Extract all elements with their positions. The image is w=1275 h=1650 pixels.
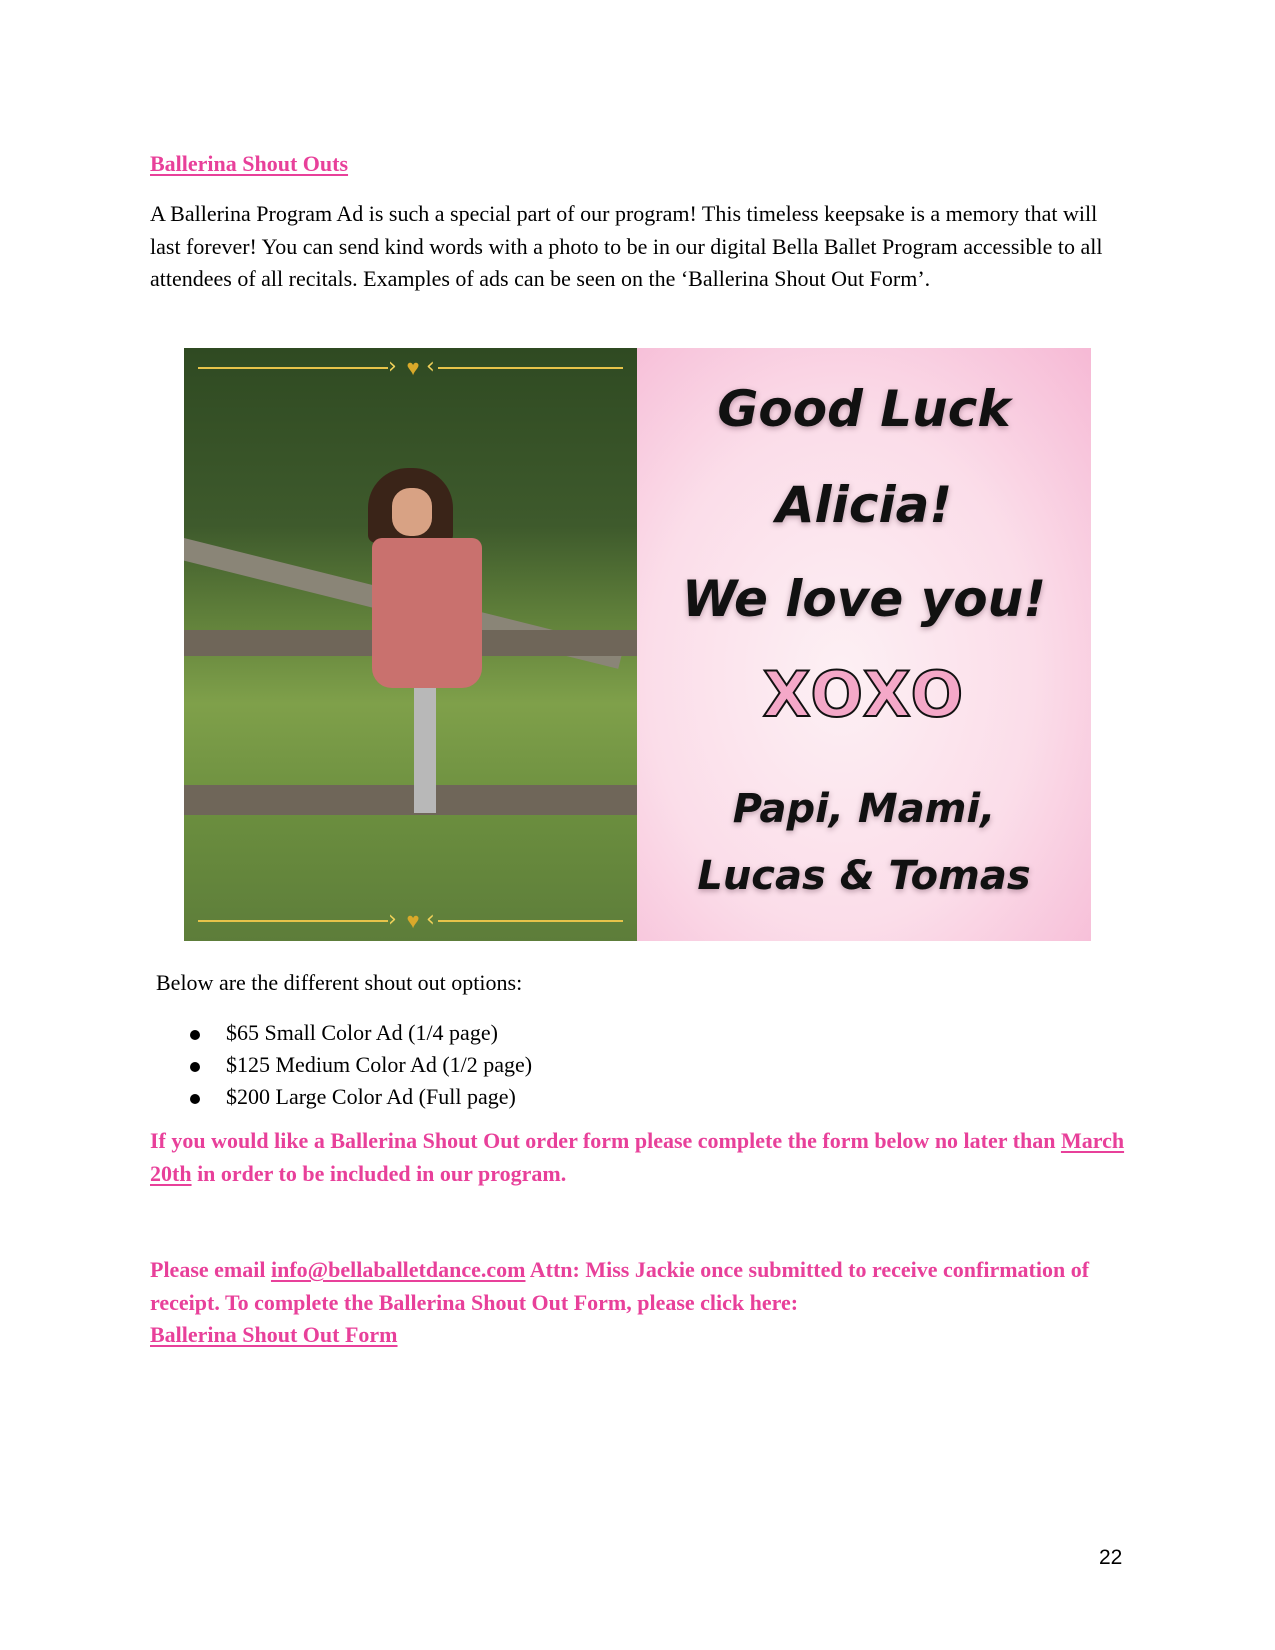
- ad-line-3: We love you!: [681, 570, 1046, 628]
- email-link[interactable]: info@bellaballetdance.com: [270, 1257, 526, 1282]
- section-heading: Ballerina Shout Outs: [150, 151, 349, 176]
- ad-signature-2: Lucas & Tomas: [697, 853, 1031, 899]
- girl-legs: [414, 688, 436, 813]
- ad-line-2: Alicia!: [775, 476, 953, 534]
- list-item: $125 Medium Color Ad (1/2 page): [186, 1049, 532, 1081]
- intro-paragraph: A Ballerina Program Ad is such a special part of our program! This timeless keepsake is a memory that will last forever! You can send kind words with a photo to be in our digital Bella Ballet Program accessible to all attendees of all recitals. Examples of ads can be seen on the ‘Ballerina Shout Out Form’.: [150, 201, 1103, 291]
- ad-xoxo: XOXO: [762, 658, 966, 731]
- heart-icon: ♥: [406, 355, 420, 380]
- ad-signature-1: Papi, Mami,: [732, 786, 996, 832]
- list-item: $200 Large Color Ad (Full page): [186, 1081, 532, 1113]
- girl-face: [392, 488, 432, 536]
- options-intro: Below are the different shout out options:: [156, 970, 523, 995]
- gold-arrow-divider-top: › ♥ ‹: [198, 358, 623, 378]
- ad-line-1: Good Luck: [717, 380, 1011, 438]
- bullet-icon: [190, 1030, 200, 1040]
- fence-rail-bottom: [184, 785, 637, 815]
- options-list: [186, 1017, 532, 1113]
- heart-icon: ♥: [406, 908, 420, 933]
- shout-out-form-link[interactable]: Ballerina Shout Out Form: [150, 1322, 398, 1347]
- bullet-icon: [190, 1062, 200, 1072]
- deadline-date: March 20th: [150, 1128, 1125, 1186]
- girl-dress: [372, 538, 482, 688]
- girl-photo: [184, 348, 637, 941]
- message-panel: [637, 348, 1091, 941]
- email-paragraph: Please email info@bellaballetdance.com Attn: Miss Jackie once submitted to receive confirmation of receipt. To complete the Ballerina Shout Out Form, please click here: Ballerina Shout Out Form: [150, 1257, 1090, 1347]
- example-ad-image: [184, 348, 1091, 941]
- deadline-paragraph: If you would like a Ballerina Shout Out order form please complete the form below no later than March 20th in order to be included in our program.: [150, 1128, 1125, 1186]
- list-item: $65 Small Color Ad (1/4 page): [186, 1017, 532, 1049]
- bullet-icon: [190, 1094, 200, 1104]
- gold-arrow-divider-bottom: › ♥ ‹: [198, 911, 623, 931]
- page-number: 22: [1099, 1546, 1123, 1569]
